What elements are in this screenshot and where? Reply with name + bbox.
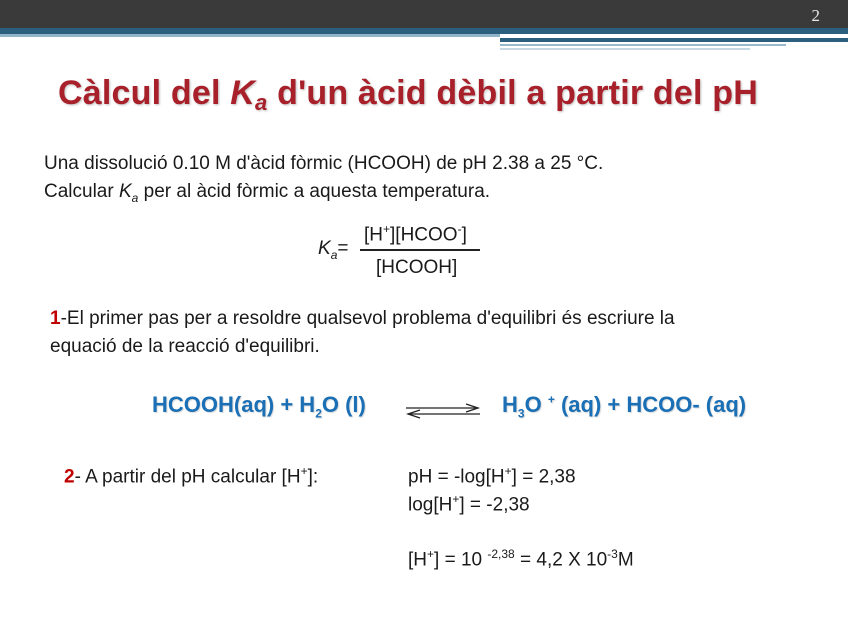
page-number: 2 (811, 6, 820, 25)
header-stripe (500, 48, 750, 50)
reaction-reactants: HCOOH(aq) + $H_2O$ (l) (152, 392, 366, 421)
problem-line-1: Una dissolució 0.10 M d'àcid fòrmic (HCOOH) de pH 2.38 a 25 °C. (44, 153, 604, 174)
step-1-line-2: equació de la reacció d'equilibri. (50, 336, 320, 357)
step-2-label: 2- A partir del pH calcular [H+]: (64, 464, 319, 488)
slide-title: Càlcul del $K_a$ d'un àcid dèbil a partir del pH (58, 74, 759, 115)
h-concentration: [H+] = 10 $^{-2,38}$ = 4,2 X $10^{-3}M$ (408, 547, 634, 571)
header-stripe (500, 44, 786, 46)
ph-equation: pH = -log[H+] = 2,38 (408, 464, 576, 488)
ka-numerator: [H+][HCOO-] (364, 222, 467, 246)
fraction-bar (360, 249, 480, 251)
ka-symbol: $K_a=$ (318, 238, 349, 262)
header-stripe (500, 38, 848, 42)
problem-line-2: Calcular $K_a$ per al àcid fòrmic a aquesta temperatura. (44, 181, 491, 205)
ka-denominator: [HCOOH] (376, 257, 458, 278)
header-bar (0, 0, 848, 28)
step-1-line-1: 1-El primer pas per a resoldre qualsevol problema d'equilibri és escriure la (50, 308, 675, 329)
reaction-products: $H_3O$ + (aq) + HCOO- (aq) (502, 392, 747, 421)
log-equation: log[H+] = -2,38 (408, 492, 530, 516)
equilibrium-arrows-icon (402, 400, 484, 422)
header-stripe (0, 34, 500, 37)
